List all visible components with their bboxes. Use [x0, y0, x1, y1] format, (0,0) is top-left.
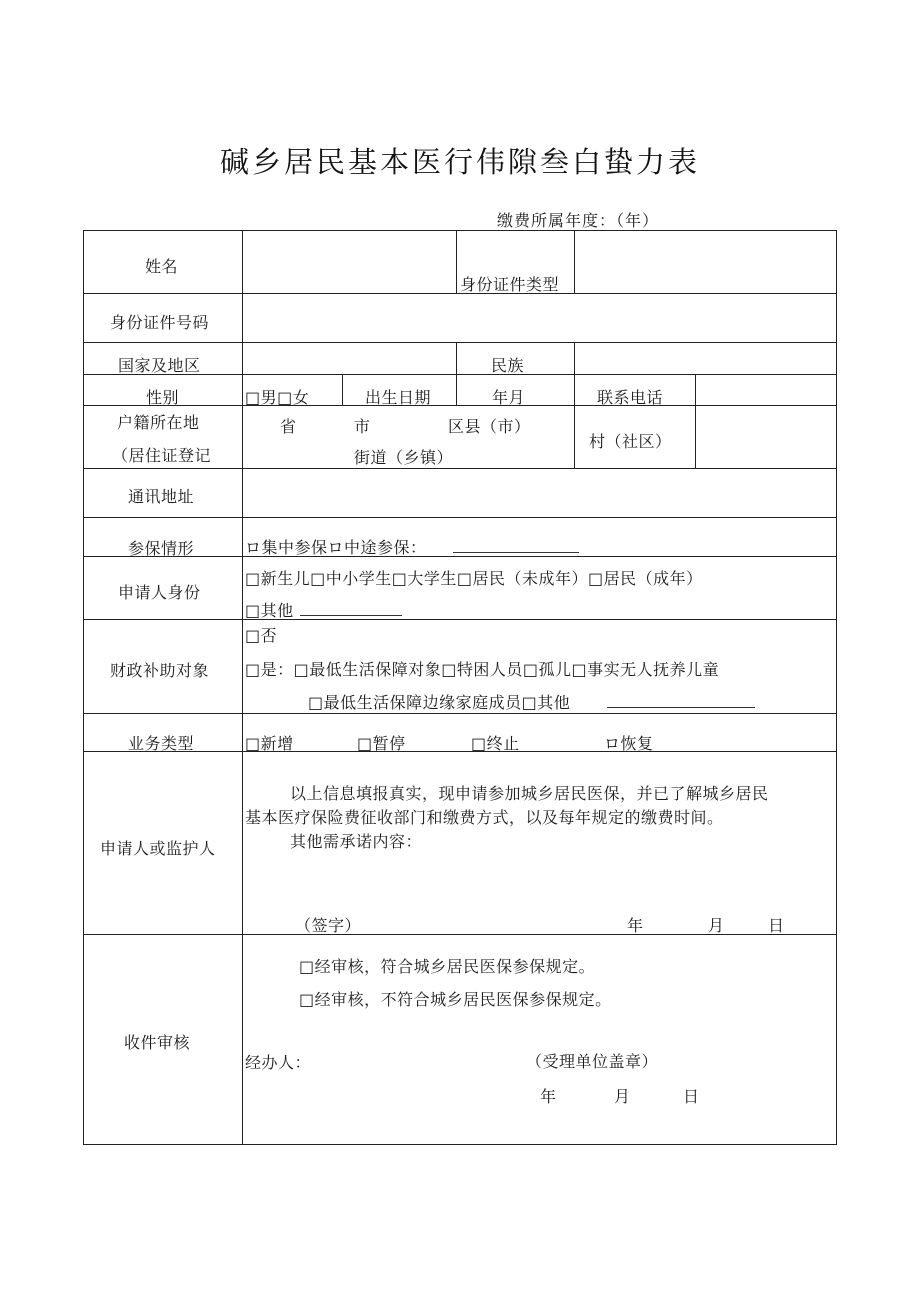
review-year-label: 年 [540, 1087, 557, 1106]
sign-year-label: 年 [627, 916, 644, 935]
subsidy-no-option[interactable]: □否 [245, 626, 278, 645]
name-label: 姓名 [145, 257, 179, 276]
ethnicity-label: 民族 [491, 356, 525, 375]
subsidy-other-underline[interactable] [607, 707, 755, 708]
business-resume-option[interactable]: ロ恢复 [604, 734, 654, 753]
business-new-option[interactable]: □新增 [245, 734, 294, 753]
insurance-situation-options[interactable]: ロ集中参保ロ中途参保： [245, 538, 427, 557]
id-number-field[interactable] [243, 294, 835, 341]
insurance-other-underline[interactable] [453, 552, 579, 553]
phone-label: 联系电话 [597, 388, 664, 407]
business-end-option[interactable]: □终止 [471, 734, 520, 753]
id-number-label: 身份证件号码 [110, 313, 210, 332]
review-pass-option[interactable]: □经审核，符合城乡居民医保参保规定。 [299, 957, 596, 976]
sign-day-label: 日 [768, 916, 785, 935]
review-fail-option[interactable]: □经审核，不符合城乡居民医保参保规定。 [299, 990, 612, 1009]
subsidy-yes-options-2[interactable]: □最低生活保障边缘家庭成员□其他 [308, 693, 571, 712]
address-label: 通讯地址 [128, 487, 195, 506]
declaration-line3: 其他需承诺内容： [290, 832, 423, 851]
birth-date-label: 出生日期 [365, 388, 432, 407]
form-title: 碱乡居民基本医行伟隙叁白蛰力表 [219, 145, 700, 179]
phone-field[interactable] [696, 375, 835, 404]
declaration-line2: 基本医疗保险费征收部门和缴费方式，以及每年规定的缴费时间。 [245, 808, 724, 827]
subsidy-target-label: 财政补助对象 [110, 661, 210, 680]
village-field[interactable] [696, 406, 835, 467]
stamp-label: （受理单位盖章） [526, 1052, 659, 1071]
review-day-label: 日 [683, 1087, 700, 1106]
name-field[interactable] [243, 231, 455, 292]
village-label: 村（社区） [589, 432, 672, 451]
applicant-guardian-label: 申请人或监护人 [100, 839, 216, 858]
insurance-situation-label: 参保情形 [128, 539, 195, 558]
gender-label: 性别 [146, 388, 180, 407]
household-label-line2: （居住证登记 [112, 446, 212, 465]
id-type-label: 身份证件类型 [460, 275, 560, 294]
address-field[interactable] [243, 469, 835, 516]
payment-year-note: 缴费所属年度：（年） [497, 211, 660, 230]
household-label-line1: 户籍所在地 [117, 413, 200, 432]
id-type-field[interactable] [575, 231, 835, 292]
business-type-label: 业务类型 [128, 734, 195, 753]
country-field[interactable] [243, 343, 455, 373]
declaration-line1: 以上信息填报真实，现申请参加城乡居民医保，并已了解城乡居民 [290, 784, 769, 803]
handler-label: 经办人： [245, 1053, 312, 1072]
business-pause-option[interactable]: □暂停 [357, 734, 406, 753]
review-month-label: 月 [614, 1087, 631, 1106]
identity-other-underline[interactable] [300, 615, 402, 616]
signature-label: （签字） [295, 916, 362, 935]
sign-month-label: 月 [708, 916, 725, 935]
gender-options[interactable]: □男□女 [245, 388, 310, 407]
birth-date-field[interactable]: 年月 [492, 388, 526, 407]
ethnicity-field[interactable] [575, 343, 835, 373]
applicant-identity-label: 申请人身份 [118, 583, 201, 602]
city-label: 市 [354, 417, 371, 436]
applicant-identity-options[interactable]: □新生儿□中小学生□大学生□居民（未成年）□居民（成年） [245, 569, 703, 588]
province-label: 省 [280, 417, 297, 436]
country-label: 国家及地区 [118, 356, 201, 375]
applicant-identity-other[interactable]: □其他 [245, 601, 294, 620]
subsidy-yes-options[interactable]: □是：□最低生活保障对象□特困人员□孤儿□事实无人抚养儿童 [245, 660, 720, 679]
district-label: 区县（市） [448, 417, 531, 436]
receipt-review-label: 收件审核 [124, 1033, 191, 1052]
street-label: 街道（乡镇） [354, 448, 454, 467]
commitment-field[interactable] [243, 850, 835, 905]
